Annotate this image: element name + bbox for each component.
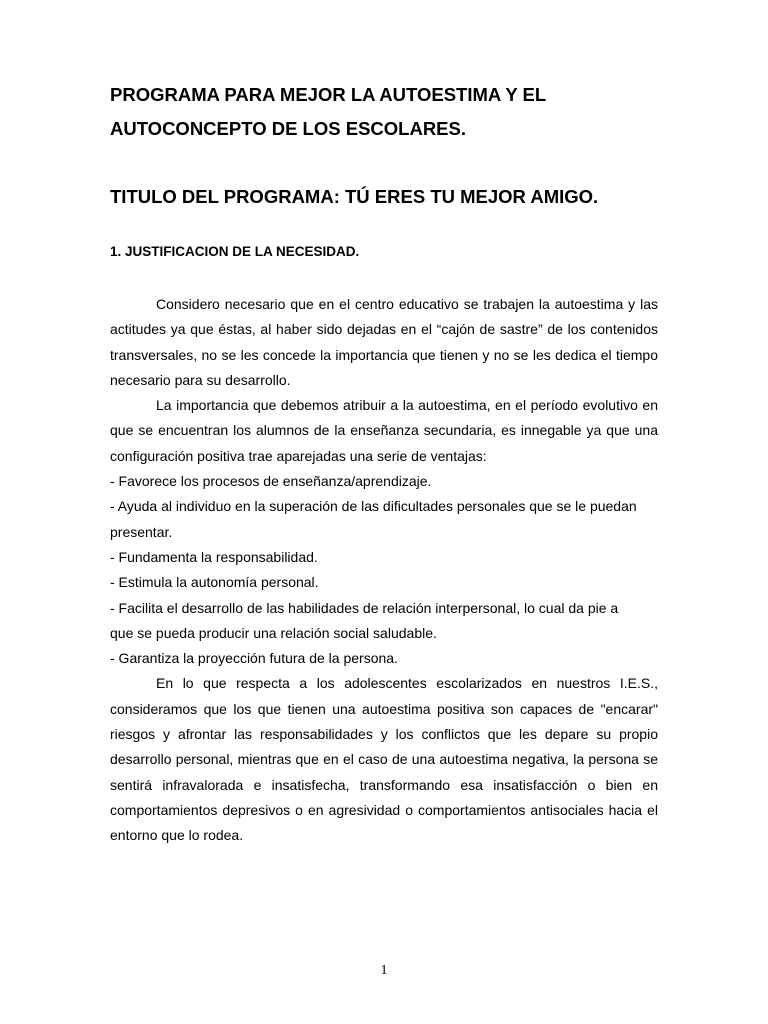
paragraph-3: En lo que respecta a los adolescentes escolarizados en nuestros I.E.S., consideramos que los que tienen una autoestima positiva son capaces de "encarar" riesgos y afrontar las responsabilidades y los conflictos que les depare su propio desarrollo personal, mientras que en el caso de una autoestima negativa, la persona se sentirá infravalorada e insatisfecha, transformando esa insatisfacción o bien en comportamientos depresivos o en agresividad o comportamientos antisociales hacia el entorno que lo rodea. (110, 675, 658, 844)
list-item-3: - Fundamenta la responsabilidad. (110, 548, 318, 565)
section-heading: 1. JUSTIFICACION DE LA NECESIDAD. (110, 244, 360, 259)
document-title (110, 78, 658, 146)
list-item-6: - Garantiza la proyección futura de la persona. (110, 650, 398, 667)
list-item-5: - Facilita el desarrollo de las habilidades de relación interpersonal, lo cual da pie a que se pueda producir una relación social saludable. (110, 599, 619, 641)
list-item-4: - Estimula la autonomía personal. (110, 574, 319, 591)
list-item-2: - Ayuda al individuo en la superación de las dificultades personales que se le puedan presentar. (110, 498, 637, 540)
page-number: 1 (380, 963, 388, 978)
paragraph-2: La importancia que debemos atribuir a la autoestima, en el período evolutivo en que se encuentran los alumnos de la enseñanza secundaria, es innegable ya que una configuración positiva trae aparejadas una serie de ventajas: (110, 397, 658, 464)
program-title: TITULO DEL PROGRAMA: TÚ ERES TU MEJOR AMIGO. (110, 186, 599, 207)
document-title-line-1: PROGRAMA PARA MEJOR LA AUTOESTIMA Y EL (110, 84, 547, 105)
list-item-1: - Favorece los procesos de enseñanza/aprendizaje. (110, 473, 432, 490)
paragraph-1: Considero necesario que en el centro educativo se trabajen la autoestima y las actitudes ya que éstas, al haber sido dejadas en el “cajón de sastre” de los contenidos transversales, no se les concede la importancia que tienen y no se les dedica el tiempo necesario para su desarrollo. (110, 296, 658, 388)
document-page (110, 78, 658, 849)
document-title-line-2: AUTOCONCEPTO DE LOS ESCOLARES. (110, 118, 466, 139)
